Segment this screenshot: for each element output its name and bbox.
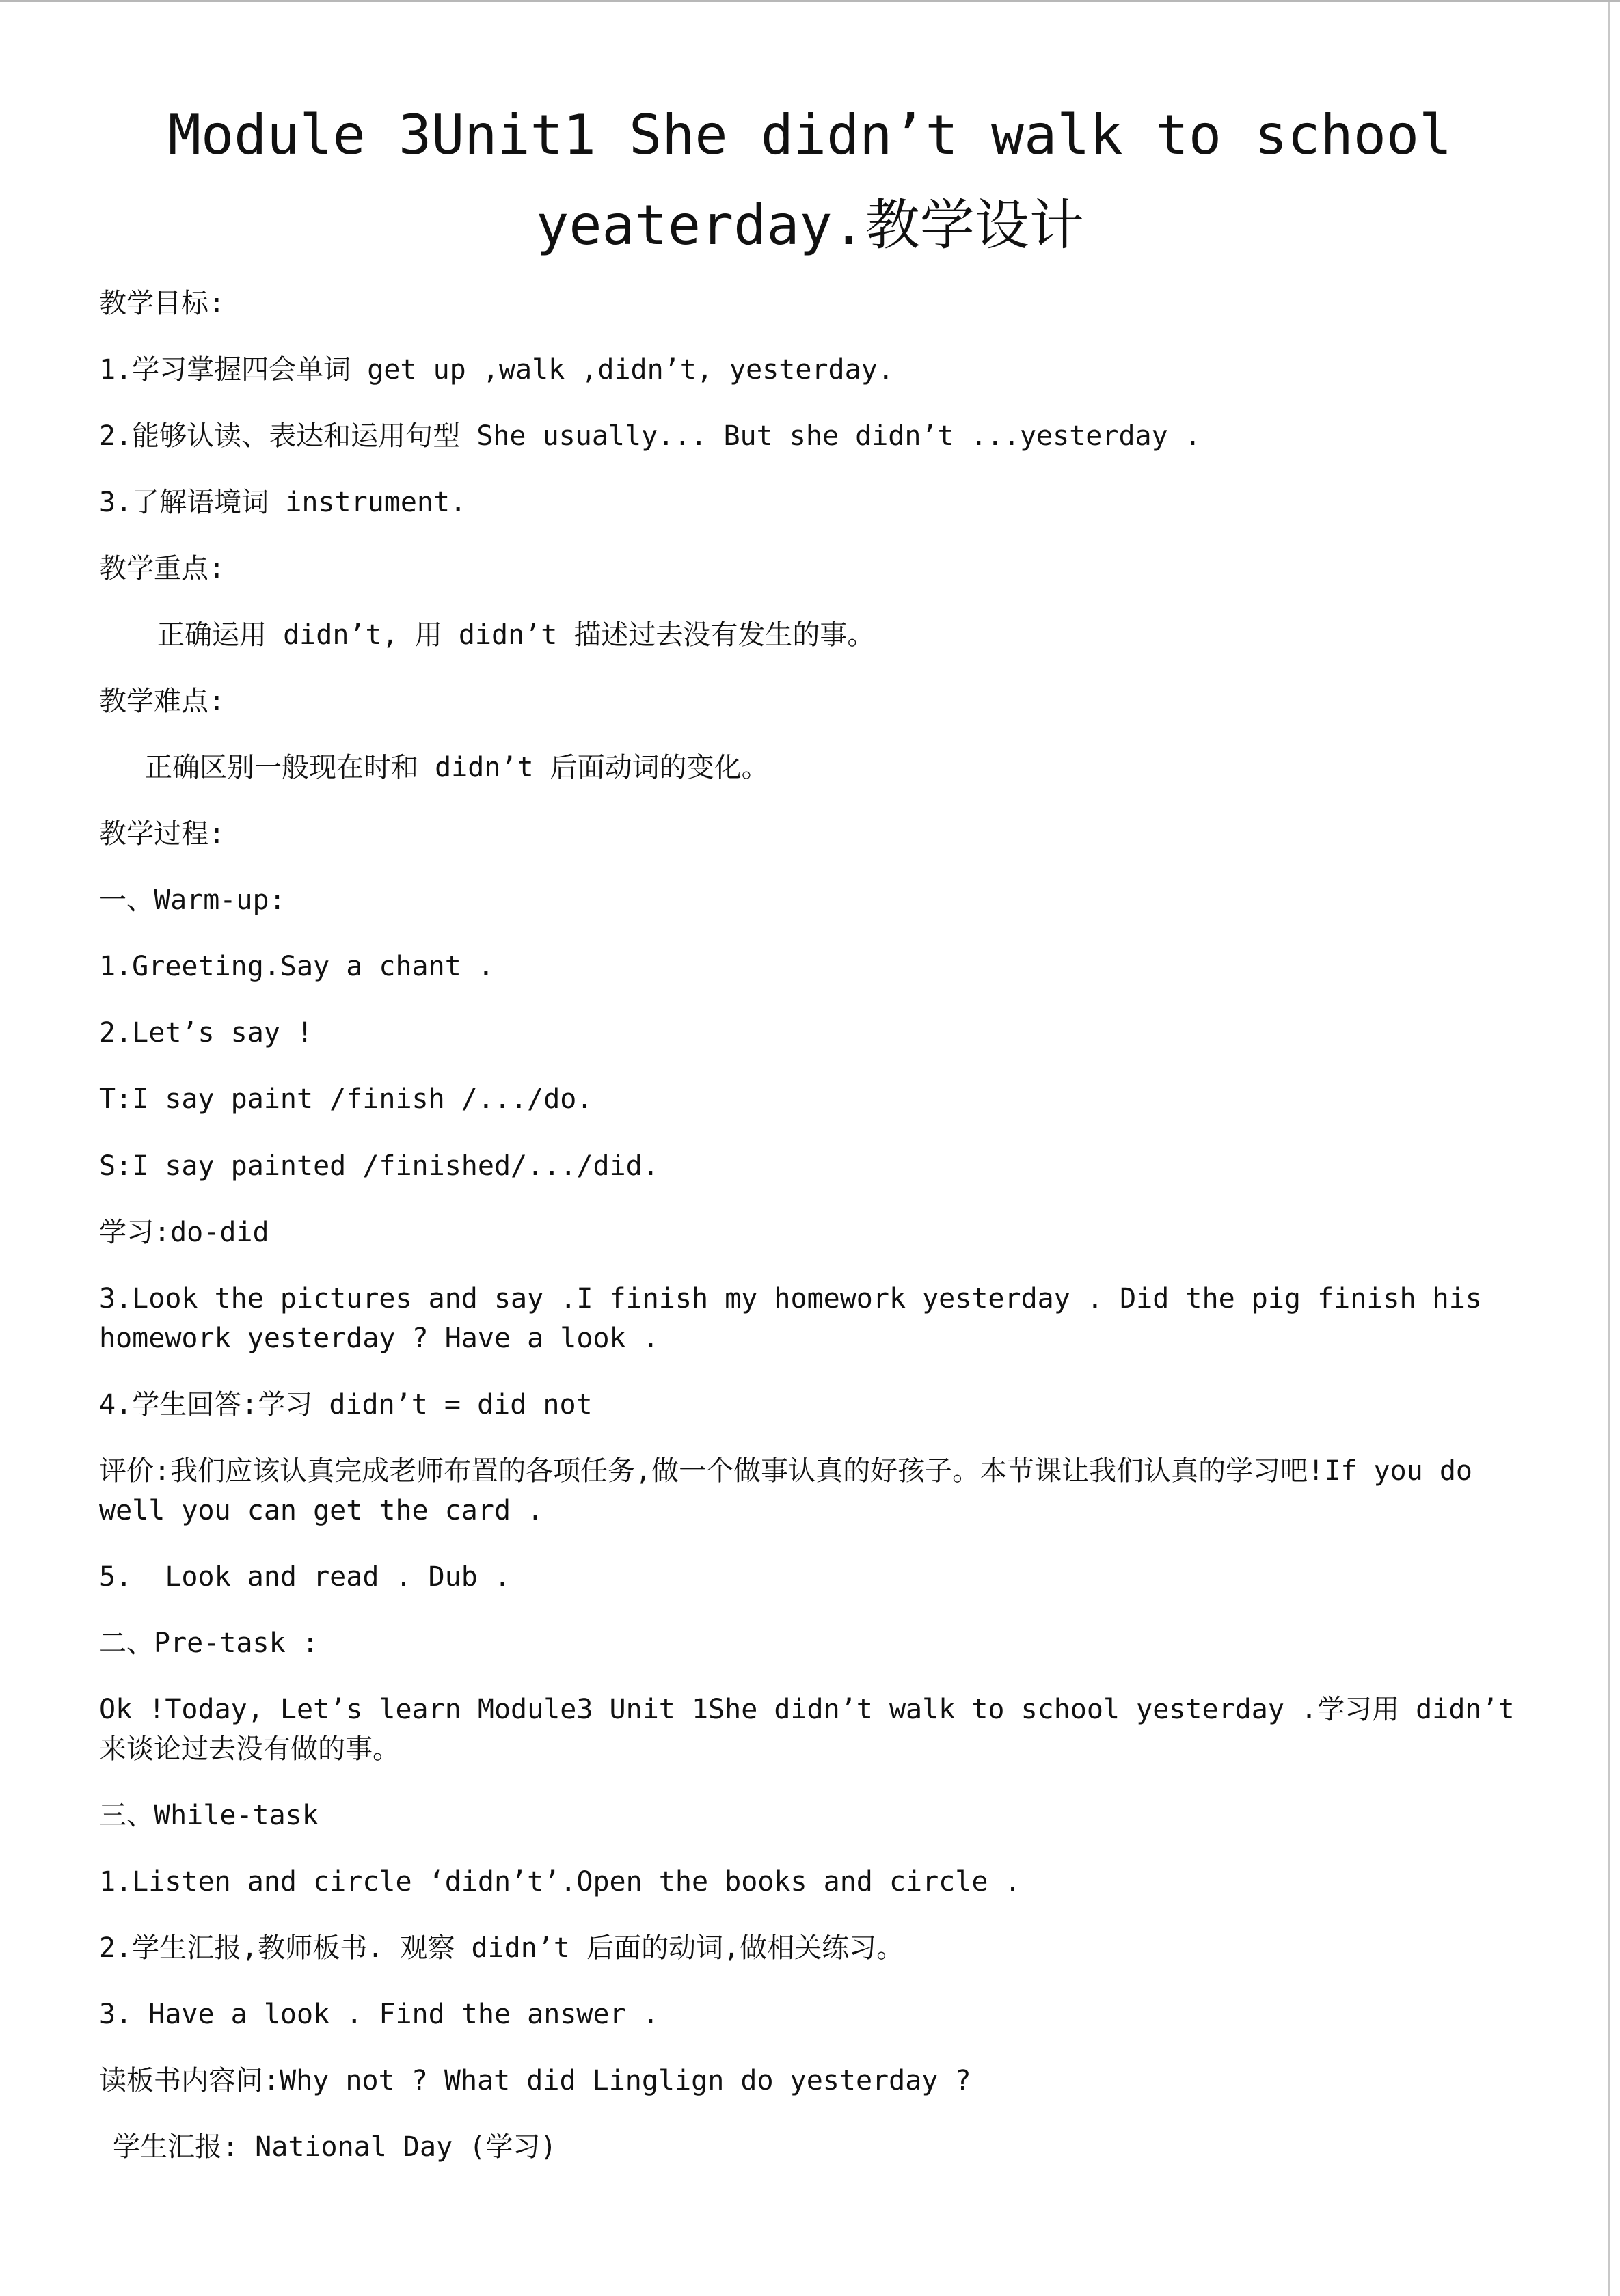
warmup-learn-line: 学习:do-did: [99, 1217, 269, 1248]
objective-2: 2.能够认读、表达和运用句型 She usually... But she didn’t ...yesterday .: [99, 420, 1201, 452]
warmup-step-5: 5. Look and read . Dub .: [99, 1561, 511, 1593]
whiletask-student-report: 学生汇报: National Day (学习): [113, 2131, 557, 2163]
key-points-heading: 教学重点:: [99, 553, 226, 584]
page-edge-rule: [1608, 2, 1610, 2296]
warmup-step-3: 3.Look the pictures and say .I finish my homework yesterday . Did the pig finish his homework yesterday ? Have a look .: [99, 1283, 1482, 1354]
warmup-teacher-line: T:I say paint /finish /.../do.: [99, 1083, 593, 1115]
whiletask-step-1: 1.Listen and circle ‘didn’t’.Open the books and circle .: [99, 1866, 1021, 1897]
objectives-heading: 教学目标:: [99, 288, 226, 319]
warmup-heading: 一、Warm-up:: [99, 884, 286, 916]
warmup-step-1: 1.Greeting.Say a chant .: [99, 951, 494, 982]
difficulty-text: 正确区别一般现在时和 didn’t 后面动词的变化。: [145, 752, 769, 783]
whiletask-step-3: 3. Have a look . Find the answer .: [99, 1999, 659, 2030]
document-title-line-1: Module 3Unit1 She didn’t walk to school: [167, 103, 1453, 167]
process-heading: 教学过程:: [99, 818, 226, 850]
whiletask-heading: 三、While-task: [99, 1800, 319, 1831]
whiletask-question: 读板书内容问:Why not ? What did Linglign do yesterday ?: [99, 2065, 971, 2096]
whiletask-step-2: 2.学生汇报,教师板书. 观察 didn’t 后面的动词,做相关练习。: [99, 1932, 904, 1964]
document-title-line-2: yeaterday.教学设计: [536, 193, 1084, 257]
objective-1: 1.学习掌握四会单词 get up ,walk ,didn’t, yesterday.: [99, 354, 894, 386]
pretask-intro: Ok !Today, Let’s learn Module3 Unit 1She didn’t walk to school yesterday .学习用 didn’t 来谈论过去没有做的事。: [99, 1694, 1515, 1765]
pretask-heading: 二、Pre-task :: [99, 1628, 319, 1659]
warmup-step-2: 2.Let’s say !: [99, 1017, 314, 1049]
key-points-text: 正确运用 didn’t, 用 didn’t 描述过去没有发生的事。: [157, 619, 875, 651]
warmup-step-4: 4.学生回答:学习 didn’t = did not: [99, 1389, 593, 1420]
warmup-evaluation: 评价:我们应该认真完成老师布置的各项任务,做一个做事认真的好孩子。本节课让我们认真的学习吧!If you do well you can get the card .: [99, 1455, 1472, 1526]
warmup-student-line: S:I say painted /finished/.../did.: [99, 1150, 659, 1182]
difficulty-heading: 教学难点:: [99, 686, 226, 717]
objective-3: 3.了解语境词 instrument.: [99, 487, 467, 518]
